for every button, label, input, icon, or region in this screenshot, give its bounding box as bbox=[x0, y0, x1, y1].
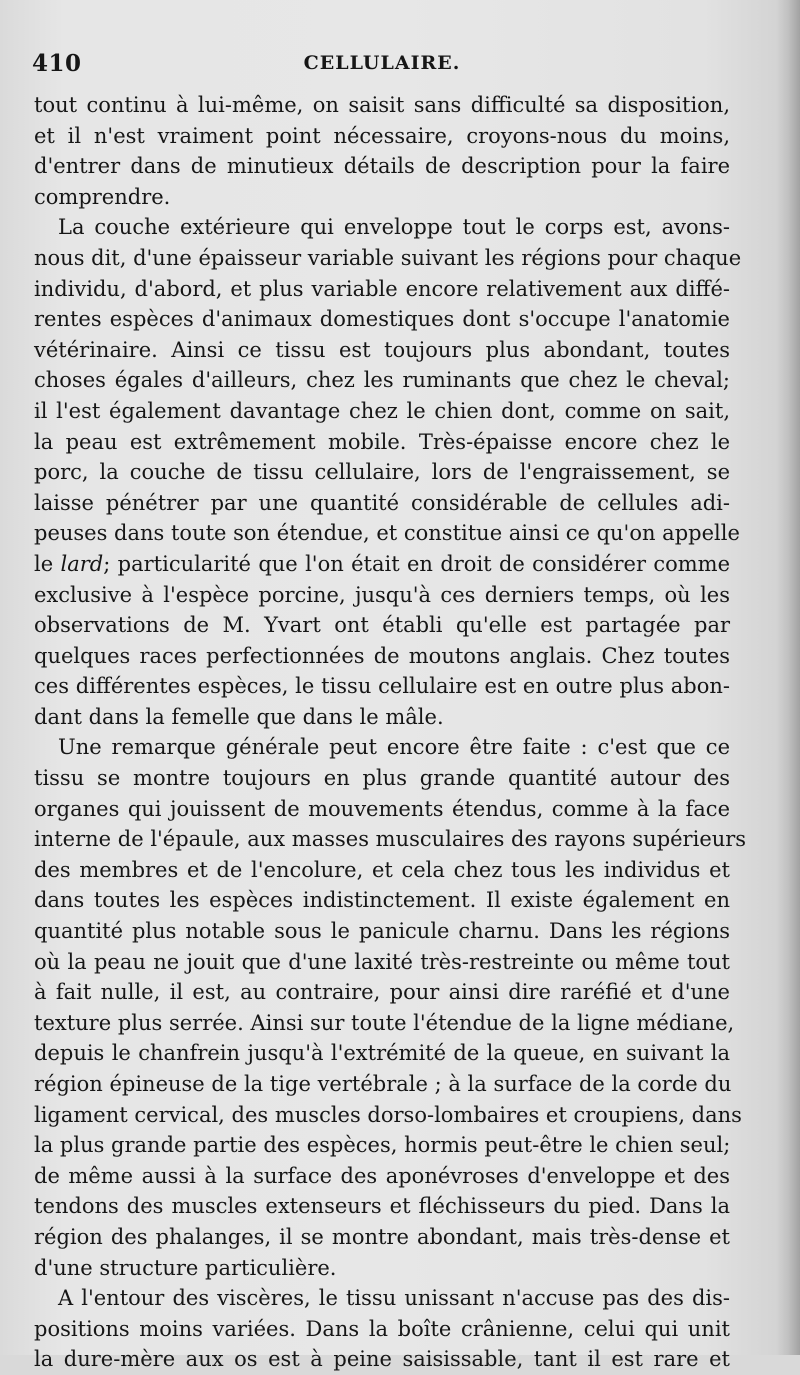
text-fragment: le bbox=[34, 551, 61, 576]
text-line: texture plus serrée. Ainsi sur toute l'étendue de la ligne médiane, bbox=[34, 1010, 735, 1035]
text-line: rentes espèces d'animaux domestiques dont s'occupe l'anatomie bbox=[34, 307, 730, 332]
text-line: observations de M. Yvart ont établi qu'elle est partagée par bbox=[34, 613, 730, 638]
text-line: quantité plus notable sous le panicule charnu. Dans les régions bbox=[34, 919, 730, 944]
text-line: tout continu à lui-même, on saisit sans difficulté sa disposition, bbox=[34, 93, 730, 117]
text-line: ligament cervical, des muscles dorso-lombaires et croupiens, dans bbox=[34, 1102, 742, 1127]
text-line: la plus grande partie des espèces, hormis peut-être le chien seul; bbox=[34, 1133, 731, 1158]
page-edge-shadow bbox=[776, 0, 800, 1355]
paragraph-2 bbox=[34, 212, 742, 732]
text-line: la peau est extrêmement mobile. Très-épaisse encore chez le bbox=[34, 429, 730, 454]
text-line: ces différentes espèces, le tissu cellulaire est en outre plus abon- bbox=[34, 674, 730, 699]
text-line: peuses dans toute son étendue, et constitue ainsi ce qu'on appelle bbox=[34, 521, 740, 546]
text-line: comprendre. bbox=[34, 184, 171, 209]
paragraph-4 bbox=[34, 1283, 730, 1375]
running-head: CELLULAIRE. bbox=[303, 52, 461, 74]
text-fragment: ; particularité que l'on était en droit de considérer comme bbox=[103, 551, 731, 576]
text-line: dant dans la femelle que dans le mâle. bbox=[34, 704, 444, 729]
text-line: région épineuse de la tige vertébrale ; à la surface de la corde du bbox=[34, 1072, 732, 1096]
paragraph-1 bbox=[34, 90, 730, 212]
text-line: nous dit, d'une épaisseur variable suivant les régions pour chaque bbox=[34, 245, 742, 270]
text-line: individu, d'abord, et plus variable encore relativement aux diffé- bbox=[34, 276, 730, 301]
italic-term-lard: lard bbox=[60, 551, 104, 576]
text-line: des membres et de l'encolure, et cela chez tous les individus et bbox=[34, 857, 730, 882]
text-line: tendons des muscles extenseurs et fléchisseurs du pied. Dans la bbox=[34, 1194, 730, 1219]
text-line: la dure-mère aux os est à peine saisissable, tant il est rare et bbox=[34, 1347, 730, 1372]
text-line: exclusive à l'espèce porcine, jusqu'à ces derniers temps, où les bbox=[34, 582, 730, 607]
text-line: et il n'est vraiment point nécessaire, croyons-nous du moins, bbox=[34, 123, 730, 148]
paragraph-3 bbox=[34, 732, 747, 1283]
text-line: A l'entour des viscères, le tissu unissant n'accuse pas des dis- bbox=[58, 1286, 730, 1311]
text-line: quelques races perfectionnées de moutons anglais. Chez toutes bbox=[34, 643, 730, 668]
text-line: d'une structure particulière. bbox=[34, 1255, 337, 1280]
text-line: organes qui jouissent de mouvements étendus, comme à la face bbox=[34, 796, 730, 821]
text-line: positions moins variées. Dans la boîte crânienne, celui qui unit bbox=[34, 1316, 730, 1341]
body-text bbox=[34, 90, 747, 1375]
text-line: depuis le chanfrein jusqu'à l'extrémité de la queue, en suivant la bbox=[34, 1041, 730, 1066]
text-line: région des phalanges, il se montre abondant, mais très-dense et bbox=[34, 1224, 730, 1249]
text-line: Une remarque générale peut encore être faite : c'est que ce bbox=[58, 735, 730, 760]
text-line: interne de l'épaule, aux masses musculaires des rayons supérieurs bbox=[34, 827, 747, 852]
text-line: vétérinaire. Ainsi ce tissu est toujours plus abondant, toutes bbox=[34, 337, 730, 362]
text-line-lard bbox=[34, 549, 730, 580]
text-line: où la peau ne jouit que d'une laxité très-restreinte ou même tout bbox=[34, 949, 730, 974]
text-line: porc, la couche de tissu cellulaire, lors de l'engraissement, se bbox=[34, 460, 730, 485]
text-line: choses égales d'ailleurs, chez les ruminants que chez le cheval; bbox=[34, 368, 730, 393]
text-line: dans toutes les espèces indistinctement. Il existe également en bbox=[34, 888, 730, 913]
text-line: il l'est également davantage chez le chien dont, comme on sait, bbox=[34, 398, 730, 423]
text-line: d'entrer dans de minutieux détails de description pour la faire bbox=[34, 154, 730, 179]
text-line: de même aussi à la surface des aponévroses d'enveloppe et des bbox=[34, 1163, 730, 1188]
text-line: à fait nulle, il est, au contraire, pour ainsi dire raréfié et d'une bbox=[34, 980, 730, 1005]
text-line: La couche extérieure qui enveloppe tout le corps est, avons- bbox=[58, 215, 730, 240]
text-line: laisse pénétrer par une quantité considérable de cellules adi- bbox=[34, 490, 730, 515]
page-number: 410 bbox=[32, 50, 82, 77]
page-header bbox=[32, 50, 732, 80]
text-line: tissu se montre toujours en plus grande quantité autour des bbox=[34, 766, 730, 791]
